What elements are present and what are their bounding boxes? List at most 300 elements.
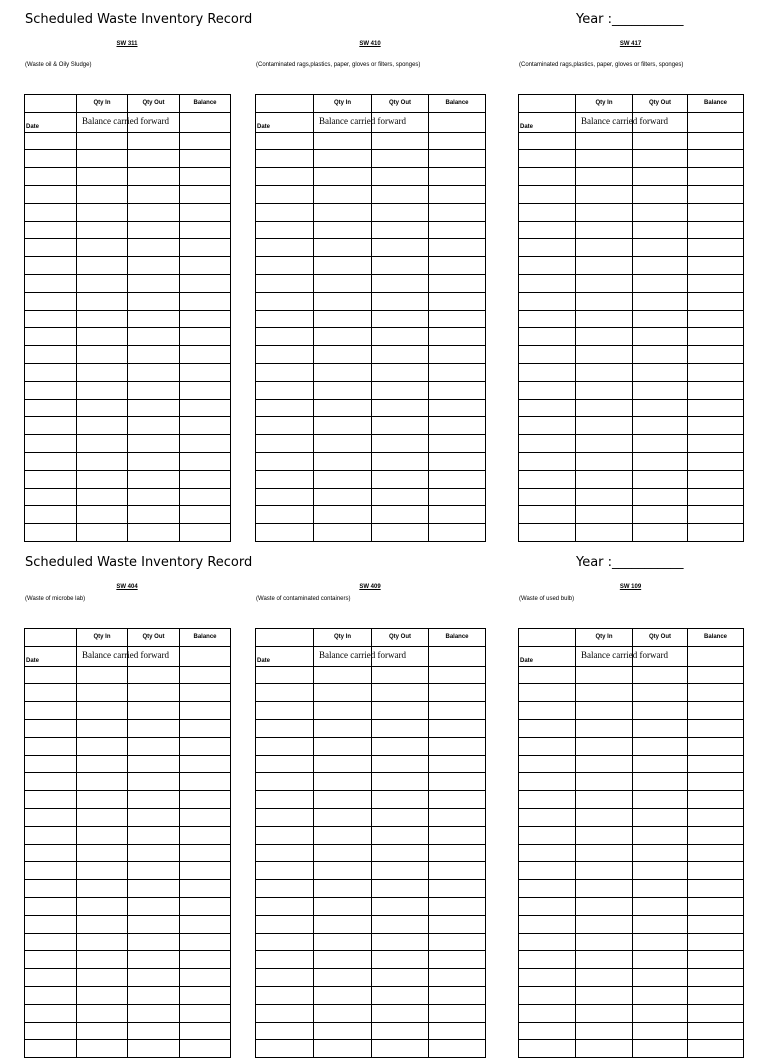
qty-in-cell[interactable]: [314, 292, 372, 310]
date-cell[interactable]: [256, 1022, 314, 1040]
date-cell[interactable]: [519, 791, 576, 809]
date-cell[interactable]: [25, 915, 77, 933]
qty-in-cell[interactable]: [77, 880, 128, 898]
date-cell[interactable]: [256, 1004, 314, 1022]
qty-in-cell[interactable]: [77, 1004, 128, 1022]
balance-cell[interactable]: [429, 185, 486, 203]
date-cell[interactable]: [256, 666, 314, 684]
date-cell[interactable]: [25, 862, 77, 880]
date-cell[interactable]: [256, 773, 314, 791]
balance-cell[interactable]: [688, 646, 744, 666]
qty-in-cell[interactable]: [77, 666, 128, 684]
date-cell[interactable]: [25, 1022, 77, 1040]
balance-cell[interactable]: [429, 470, 486, 488]
qty-out-cell[interactable]: [633, 951, 688, 969]
balance-cell[interactable]: [429, 773, 486, 791]
qty-out-cell[interactable]: [372, 844, 429, 862]
qty-out-cell[interactable]: [128, 257, 180, 275]
balance-cell[interactable]: [429, 880, 486, 898]
qty-in-cell[interactable]: [314, 524, 372, 542]
date-cell[interactable]: [25, 257, 77, 275]
balance-cell[interactable]: [180, 346, 231, 364]
date-cell[interactable]: [256, 203, 314, 221]
balance-cell[interactable]: [688, 112, 744, 132]
qty-in-cell[interactable]: [576, 381, 633, 399]
balance-cell[interactable]: [429, 381, 486, 399]
qty-in-cell[interactable]: [314, 862, 372, 880]
qty-out-cell[interactable]: [372, 203, 429, 221]
qty-out-cell[interactable]: [372, 969, 429, 987]
qty-in-cell[interactable]: [77, 417, 128, 435]
qty-out-cell[interactable]: [633, 862, 688, 880]
balance-cell[interactable]: [180, 737, 231, 755]
balance-cell[interactable]: [429, 719, 486, 737]
qty-in-cell[interactable]: [576, 221, 633, 239]
date-cell[interactable]: [25, 808, 77, 826]
qty-out-cell[interactable]: [128, 755, 180, 773]
date-cell[interactable]: [256, 381, 314, 399]
balance-cell[interactable]: [688, 452, 744, 470]
qty-in-cell[interactable]: [576, 808, 633, 826]
qty-out-cell[interactable]: [128, 1004, 180, 1022]
date-cell[interactable]: [256, 897, 314, 915]
date-cell[interactable]: [25, 1040, 77, 1058]
balance-cell[interactable]: [429, 826, 486, 844]
qty-out-cell[interactable]: [372, 346, 429, 364]
date-cell[interactable]: [519, 363, 576, 381]
qty-out-cell[interactable]: [372, 719, 429, 737]
qty-in-cell[interactable]: [576, 826, 633, 844]
balance-cell[interactable]: [429, 915, 486, 933]
date-cell[interactable]: [519, 310, 576, 328]
qty-out-cell[interactable]: [633, 684, 688, 702]
balance-cell[interactable]: [180, 470, 231, 488]
balance-cell[interactable]: [180, 844, 231, 862]
date-cell[interactable]: [519, 862, 576, 880]
qty-out-cell[interactable]: [372, 132, 429, 150]
qty-out-cell[interactable]: [372, 737, 429, 755]
date-cell[interactable]: [256, 435, 314, 453]
qty-in-cell[interactable]: [77, 506, 128, 524]
qty-out-cell[interactable]: [128, 897, 180, 915]
qty-in-cell[interactable]: [576, 435, 633, 453]
date-cell[interactable]: [25, 1004, 77, 1022]
balance-cell[interactable]: [180, 684, 231, 702]
date-cell[interactable]: [25, 346, 77, 364]
qty-out-cell[interactable]: [128, 203, 180, 221]
date-cell[interactable]: [256, 257, 314, 275]
qty-in-cell[interactable]: [77, 844, 128, 862]
qty-out-cell[interactable]: [128, 951, 180, 969]
balance-cell[interactable]: [429, 168, 486, 186]
qty-in-cell[interactable]: [576, 969, 633, 987]
date-cell[interactable]: [256, 880, 314, 898]
qty-out-cell[interactable]: [128, 185, 180, 203]
qty-out-cell[interactable]: [633, 1040, 688, 1058]
balance-cell[interactable]: [688, 488, 744, 506]
qty-out-cell[interactable]: [128, 506, 180, 524]
date-cell[interactable]: [25, 132, 77, 150]
qty-out-cell[interactable]: [372, 292, 429, 310]
qty-in-cell[interactable]: [314, 755, 372, 773]
qty-out-cell[interactable]: [633, 1004, 688, 1022]
qty-in-cell[interactable]: [77, 435, 128, 453]
qty-out-cell[interactable]: [633, 506, 688, 524]
date-cell[interactable]: [25, 897, 77, 915]
date-cell[interactable]: [519, 132, 576, 150]
qty-out-cell[interactable]: [372, 168, 429, 186]
qty-in-cell[interactable]: [314, 203, 372, 221]
qty-out-cell[interactable]: [372, 986, 429, 1004]
qty-out-cell[interactable]: [372, 1022, 429, 1040]
qty-in-cell[interactable]: [314, 684, 372, 702]
balance-cell[interactable]: [429, 986, 486, 1004]
date-cell[interactable]: [256, 399, 314, 417]
qty-in-cell[interactable]: [77, 239, 128, 257]
qty-in-cell[interactable]: [77, 328, 128, 346]
date-cell[interactable]: [25, 150, 77, 168]
qty-in-cell[interactable]: [576, 666, 633, 684]
qty-in-cell[interactable]: [77, 951, 128, 969]
date-cell[interactable]: [256, 862, 314, 880]
qty-in-cell[interactable]: [314, 702, 372, 720]
date-cell[interactable]: [519, 915, 576, 933]
date-cell[interactable]: [256, 274, 314, 292]
qty-in-cell[interactable]: [576, 933, 633, 951]
date-cell[interactable]: [25, 168, 77, 186]
balance-cell[interactable]: [688, 524, 744, 542]
balance-cell[interactable]: [429, 399, 486, 417]
balance-cell[interactable]: [688, 168, 744, 186]
date-cell[interactable]: [519, 719, 576, 737]
date-cell[interactable]: [256, 506, 314, 524]
qty-out-cell[interactable]: [128, 132, 180, 150]
balance-cell[interactable]: [180, 862, 231, 880]
qty-in-cell[interactable]: [314, 310, 372, 328]
date-cell[interactable]: [519, 346, 576, 364]
qty-out-cell[interactable]: [372, 328, 429, 346]
qty-out-cell[interactable]: [128, 346, 180, 364]
qty-out-cell[interactable]: [633, 435, 688, 453]
qty-out-cell[interactable]: [633, 310, 688, 328]
qty-in-cell[interactable]: [576, 203, 633, 221]
qty-in-cell[interactable]: [314, 399, 372, 417]
qty-in-cell[interactable]: [314, 773, 372, 791]
balance-cell[interactable]: [688, 791, 744, 809]
qty-out-cell[interactable]: [372, 257, 429, 275]
qty-out-cell[interactable]: [128, 826, 180, 844]
qty-in-cell[interactable]: [576, 417, 633, 435]
qty-in-cell[interactable]: [314, 933, 372, 951]
qty-in-cell[interactable]: [314, 185, 372, 203]
qty-in-cell[interactable]: [576, 452, 633, 470]
qty-out-cell[interactable]: [128, 1022, 180, 1040]
balance-cell[interactable]: [429, 791, 486, 809]
balance-cell[interactable]: [429, 969, 486, 987]
qty-out-cell[interactable]: [372, 915, 429, 933]
balance-cell[interactable]: [688, 951, 744, 969]
balance-cell[interactable]: [180, 168, 231, 186]
date-cell[interactable]: [519, 221, 576, 239]
qty-out-cell[interactable]: [372, 702, 429, 720]
balance-cell[interactable]: [180, 666, 231, 684]
balance-cell[interactable]: [180, 185, 231, 203]
balance-cell[interactable]: [688, 915, 744, 933]
balance-cell[interactable]: [180, 274, 231, 292]
balance-cell[interactable]: [180, 1022, 231, 1040]
date-cell[interactable]: [256, 684, 314, 702]
qty-out-cell[interactable]: [633, 346, 688, 364]
date-cell[interactable]: [256, 524, 314, 542]
date-cell[interactable]: [519, 755, 576, 773]
qty-in-cell[interactable]: [77, 274, 128, 292]
qty-out-cell[interactable]: [633, 915, 688, 933]
balance-cell[interactable]: [180, 808, 231, 826]
balance-cell[interactable]: [688, 862, 744, 880]
balance-cell[interactable]: [180, 915, 231, 933]
balance-cell[interactable]: [180, 773, 231, 791]
balance-cell[interactable]: [688, 239, 744, 257]
balance-cell[interactable]: [429, 452, 486, 470]
date-cell[interactable]: [25, 435, 77, 453]
date-cell[interactable]: [25, 203, 77, 221]
date-cell[interactable]: [25, 826, 77, 844]
balance-cell[interactable]: [180, 826, 231, 844]
qty-out-cell[interactable]: [633, 168, 688, 186]
qty-out-cell[interactable]: [128, 1040, 180, 1058]
qty-in-cell[interactable]: [77, 470, 128, 488]
balance-cell[interactable]: [180, 363, 231, 381]
balance-cell[interactable]: [180, 417, 231, 435]
qty-out-cell[interactable]: [633, 150, 688, 168]
balance-cell[interactable]: [180, 969, 231, 987]
qty-out-cell[interactable]: [633, 844, 688, 862]
balance-cell[interactable]: [688, 221, 744, 239]
balance-cell[interactable]: [180, 1004, 231, 1022]
date-cell[interactable]: [519, 239, 576, 257]
qty-out-cell[interactable]: [128, 666, 180, 684]
balance-cell[interactable]: [688, 417, 744, 435]
date-cell[interactable]: [519, 933, 576, 951]
qty-in-cell[interactable]: [576, 506, 633, 524]
qty-out-cell[interactable]: [633, 185, 688, 203]
balance-cell[interactable]: [180, 524, 231, 542]
date-cell[interactable]: [256, 826, 314, 844]
qty-in-cell[interactable]: [77, 524, 128, 542]
qty-out-cell[interactable]: [128, 328, 180, 346]
qty-in-cell[interactable]: [314, 221, 372, 239]
qty-in-cell[interactable]: [77, 755, 128, 773]
balance-cell[interactable]: [180, 257, 231, 275]
qty-in-cell[interactable]: [77, 862, 128, 880]
date-cell[interactable]: [25, 363, 77, 381]
balance-cell[interactable]: [429, 1022, 486, 1040]
qty-out-cell[interactable]: [372, 150, 429, 168]
qty-in-cell[interactable]: [77, 719, 128, 737]
qty-in-cell[interactable]: [576, 470, 633, 488]
balance-cell[interactable]: [688, 310, 744, 328]
date-cell[interactable]: [519, 684, 576, 702]
qty-in-cell[interactable]: [77, 203, 128, 221]
date-cell[interactable]: [256, 168, 314, 186]
qty-in-cell[interactable]: [314, 470, 372, 488]
qty-in-cell[interactable]: [314, 168, 372, 186]
qty-out-cell[interactable]: [128, 168, 180, 186]
qty-in-cell[interactable]: [576, 524, 633, 542]
balance-cell[interactable]: [180, 897, 231, 915]
date-cell[interactable]: [519, 203, 576, 221]
qty-out-cell[interactable]: [372, 506, 429, 524]
date-cell[interactable]: [519, 826, 576, 844]
qty-out-cell[interactable]: [633, 239, 688, 257]
qty-out-cell[interactable]: [128, 470, 180, 488]
qty-out-cell[interactable]: [372, 666, 429, 684]
date-cell[interactable]: [519, 488, 576, 506]
balance-cell[interactable]: [180, 986, 231, 1004]
date-cell[interactable]: [519, 399, 576, 417]
balance-cell[interactable]: [180, 951, 231, 969]
qty-in-cell[interactable]: [77, 897, 128, 915]
balance-cell[interactable]: [180, 221, 231, 239]
date-cell[interactable]: [256, 310, 314, 328]
date-cell[interactable]: [519, 1004, 576, 1022]
balance-cell[interactable]: [688, 969, 744, 987]
qty-in-cell[interactable]: [77, 185, 128, 203]
date-cell[interactable]: [256, 1040, 314, 1058]
balance-cell[interactable]: [688, 684, 744, 702]
date-cell[interactable]: [256, 737, 314, 755]
balance-cell[interactable]: [429, 1040, 486, 1058]
qty-out-cell[interactable]: [633, 719, 688, 737]
balance-cell[interactable]: [688, 826, 744, 844]
qty-in-cell[interactable]: [576, 292, 633, 310]
balance-cell[interactable]: [688, 719, 744, 737]
qty-in-cell[interactable]: [576, 310, 633, 328]
qty-in-cell[interactable]: [77, 112, 169, 132]
qty-in-cell[interactable]: [314, 488, 372, 506]
qty-out-cell[interactable]: [633, 488, 688, 506]
date-cell[interactable]: [519, 986, 576, 1004]
balance-cell[interactable]: [688, 185, 744, 203]
date-cell[interactable]: [256, 808, 314, 826]
qty-in-cell[interactable]: [77, 646, 169, 666]
qty-in-cell[interactable]: [576, 719, 633, 737]
date-cell[interactable]: [25, 239, 77, 257]
qty-in-cell[interactable]: [576, 1022, 633, 1040]
date-cell[interactable]: [25, 773, 77, 791]
qty-out-cell[interactable]: [372, 310, 429, 328]
date-cell[interactable]: [256, 986, 314, 1004]
qty-in-cell[interactable]: [314, 1004, 372, 1022]
qty-out-cell[interactable]: [633, 666, 688, 684]
qty-out-cell[interactable]: [372, 488, 429, 506]
qty-in-cell[interactable]: [314, 808, 372, 826]
date-cell[interactable]: [256, 417, 314, 435]
date-cell[interactable]: [519, 737, 576, 755]
qty-in-cell[interactable]: [77, 488, 128, 506]
balance-cell[interactable]: [688, 1004, 744, 1022]
date-cell[interactable]: [519, 328, 576, 346]
qty-out-cell[interactable]: [633, 452, 688, 470]
date-cell[interactable]: [25, 524, 77, 542]
date-cell[interactable]: [25, 737, 77, 755]
qty-out-cell[interactable]: [128, 150, 180, 168]
balance-cell[interactable]: [429, 417, 486, 435]
qty-out-cell[interactable]: [128, 435, 180, 453]
qty-in-cell[interactable]: [314, 435, 372, 453]
qty-out-cell[interactable]: [128, 488, 180, 506]
qty-in-cell[interactable]: [576, 862, 633, 880]
qty-out-cell[interactable]: [128, 221, 180, 239]
qty-in-cell[interactable]: [576, 399, 633, 417]
qty-in-cell[interactable]: [576, 274, 633, 292]
qty-in-cell[interactable]: [314, 880, 372, 898]
balance-cell[interactable]: [180, 755, 231, 773]
qty-out-cell[interactable]: [633, 791, 688, 809]
qty-in-cell[interactable]: [314, 969, 372, 987]
date-cell[interactable]: [25, 755, 77, 773]
qty-in-cell[interactable]: [77, 702, 128, 720]
balance-cell[interactable]: [429, 310, 486, 328]
qty-in-cell[interactable]: [314, 737, 372, 755]
date-cell[interactable]: [256, 346, 314, 364]
date-cell[interactable]: [25, 417, 77, 435]
qty-out-cell[interactable]: [633, 274, 688, 292]
qty-in-cell[interactable]: [314, 719, 372, 737]
date-cell[interactable]: [25, 292, 77, 310]
qty-in-cell[interactable]: [77, 933, 128, 951]
qty-out-cell[interactable]: [633, 292, 688, 310]
date-cell[interactable]: [256, 844, 314, 862]
qty-in-cell[interactable]: [77, 221, 128, 239]
qty-in-cell[interactable]: [314, 791, 372, 809]
qty-out-cell[interactable]: [128, 274, 180, 292]
qty-out-cell[interactable]: [633, 808, 688, 826]
qty-out-cell[interactable]: [372, 452, 429, 470]
balance-cell[interactable]: [180, 719, 231, 737]
date-cell[interactable]: [256, 791, 314, 809]
date-cell[interactable]: [25, 951, 77, 969]
date-cell[interactable]: [519, 274, 576, 292]
qty-in-cell[interactable]: [77, 808, 128, 826]
qty-in-cell[interactable]: [576, 185, 633, 203]
qty-in-cell[interactable]: [314, 363, 372, 381]
qty-in-cell[interactable]: [576, 488, 633, 506]
qty-in-cell[interactable]: [314, 986, 372, 1004]
date-cell[interactable]: [25, 880, 77, 898]
date-cell[interactable]: [256, 915, 314, 933]
qty-in-cell[interactable]: [77, 791, 128, 809]
balance-cell[interactable]: [180, 880, 231, 898]
date-cell[interactable]: [256, 452, 314, 470]
balance-cell[interactable]: [688, 292, 744, 310]
balance-cell[interactable]: [429, 951, 486, 969]
qty-in-cell[interactable]: [314, 274, 372, 292]
date-cell[interactable]: [25, 719, 77, 737]
balance-cell[interactable]: [688, 880, 744, 898]
qty-out-cell[interactable]: [633, 933, 688, 951]
date-cell[interactable]: [256, 292, 314, 310]
qty-out-cell[interactable]: [372, 470, 429, 488]
qty-out-cell[interactable]: [372, 826, 429, 844]
qty-out-cell[interactable]: [128, 719, 180, 737]
qty-out-cell[interactable]: [633, 132, 688, 150]
qty-out-cell[interactable]: [372, 791, 429, 809]
qty-out-cell[interactable]: [128, 399, 180, 417]
qty-out-cell[interactable]: [633, 399, 688, 417]
balance-cell[interactable]: [688, 1040, 744, 1058]
balance-cell[interactable]: [429, 203, 486, 221]
